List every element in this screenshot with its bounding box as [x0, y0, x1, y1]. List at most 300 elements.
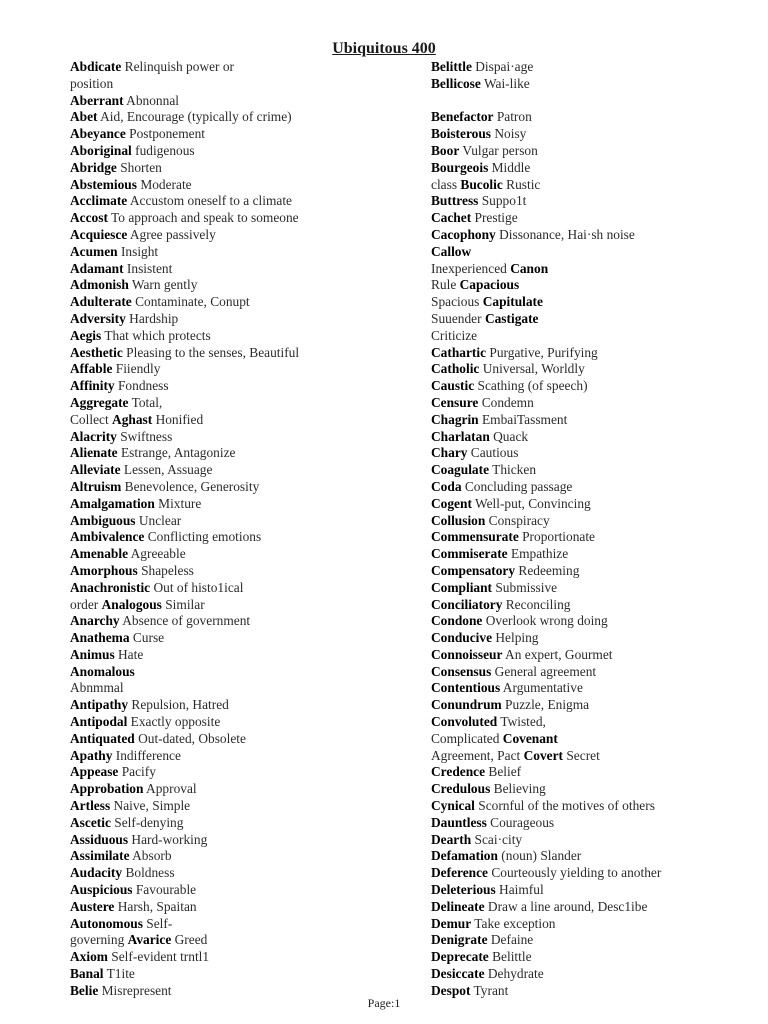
- glossary-definition: Belief: [485, 764, 522, 780]
- glossary-line: [70, 916, 370, 933]
- glossary-line: [70, 479, 370, 496]
- glossary-line: [70, 345, 370, 362]
- glossary-line: [431, 160, 731, 177]
- glossary-term: Adamant: [70, 260, 124, 276]
- glossary-line: [70, 664, 370, 681]
- glossary-definition: Fiiendly: [112, 361, 161, 377]
- glossary-term: Alienate: [70, 445, 118, 461]
- glossary-definition: Accustom oneself to a climate: [127, 193, 292, 209]
- glossary-definition: Submissive: [492, 579, 558, 595]
- glossary-line: [431, 697, 731, 714]
- glossary-line: [70, 597, 370, 614]
- glossary-definition: Aid, Encourage (typically of crime): [97, 109, 292, 125]
- glossary-term: Alleviate: [70, 462, 121, 478]
- glossary-line: [431, 815, 731, 832]
- glossary-definition: Fondness: [114, 378, 169, 394]
- glossary-definition: Total,: [128, 394, 163, 410]
- glossary-line: [70, 445, 370, 462]
- glossary-line: [431, 412, 731, 429]
- glossary-term: Contentious: [431, 680, 501, 696]
- glossary-line: [431, 126, 731, 143]
- glossary-definition: Proportionate: [518, 529, 596, 545]
- glossary-line: [70, 647, 370, 664]
- glossary-line: [431, 109, 731, 126]
- glossary-definition: governing: [70, 932, 128, 948]
- glossary-line: [431, 513, 731, 530]
- glossary-term: Assiduous: [70, 831, 129, 847]
- glossary-definition: Hard-working: [128, 831, 208, 847]
- glossary-term: Collusion: [431, 512, 486, 528]
- glossary-definition: General agreement: [491, 663, 597, 679]
- glossary-term: Chary: [431, 445, 468, 461]
- glossary-definition: Reconciling: [502, 596, 571, 612]
- glossary-line: [431, 143, 731, 160]
- glossary-term: Bourgeois: [431, 159, 489, 175]
- glossary-term: Altruism: [70, 478, 122, 494]
- glossary-line: [431, 546, 731, 563]
- glossary-definition: Benevolence, Generosity: [121, 478, 260, 494]
- glossary-line: [70, 261, 370, 278]
- glossary-line: [70, 731, 370, 748]
- glossary-term: Banal: [70, 966, 104, 982]
- glossary-term: Credulous: [431, 781, 491, 797]
- glossary-definition: Indifference: [112, 747, 181, 763]
- glossary-term: Deleterious: [431, 882, 496, 898]
- glossary-line: [70, 412, 370, 429]
- glossary-line: [70, 630, 370, 647]
- glossary-line: [431, 345, 731, 362]
- glossary-line: [70, 899, 370, 916]
- blank-line: [431, 93, 731, 110]
- glossary-term: Auspicious: [70, 882, 133, 898]
- glossary-line: [431, 563, 731, 580]
- glossary-term: Abdicate: [70, 59, 122, 74]
- glossary-term: Covert: [523, 747, 564, 763]
- glossary-line: [70, 93, 370, 110]
- glossary-term: Callow: [431, 243, 472, 259]
- glossary-term: Covenant: [502, 730, 558, 746]
- glossary-term: Abeyance: [70, 126, 126, 142]
- glossary-line: [70, 580, 370, 597]
- glossary-definition: Agreeable: [128, 546, 186, 562]
- glossary-definition: Scai·city: [471, 831, 523, 847]
- glossary-line: [70, 496, 370, 513]
- glossary-definition: An expert, Gourmet: [502, 646, 613, 662]
- glossary-term: Conducive: [431, 630, 493, 646]
- glossary-line: [70, 815, 370, 832]
- glossary-term: Coagulate: [431, 462, 490, 478]
- glossary-definition: Moderate: [136, 176, 192, 192]
- glossary-definition: Rustic: [502, 176, 541, 192]
- glossary-line: [431, 479, 731, 496]
- glossary-definition: Patron: [493, 109, 532, 125]
- glossary-term: Axiom: [70, 949, 108, 965]
- glossary-definition: Pleasing to the senses, Beautiful: [122, 344, 300, 360]
- glossary-line: [70, 193, 370, 210]
- glossary-definition: Self-denying: [110, 814, 184, 830]
- glossary-term: Anachronistic: [70, 579, 151, 595]
- glossary-line: [70, 143, 370, 160]
- glossary-term: Abstemious: [70, 176, 137, 192]
- glossary-line: [431, 277, 731, 294]
- glossary-term: Alacrity: [70, 428, 117, 444]
- glossary-line: [70, 714, 370, 731]
- glossary-term: Compliant: [431, 579, 493, 595]
- glossary-term: Delineate: [431, 898, 485, 914]
- glossary-definition: Greed: [171, 932, 208, 948]
- glossary-term: Commensurate: [431, 529, 519, 545]
- glossary-definition: Estrange, Antagonize: [117, 445, 236, 461]
- glossary-line: [70, 210, 370, 227]
- glossary-term: Dearth: [431, 831, 472, 847]
- page-number: Page:1: [367, 996, 401, 1010]
- glossary-term: Caustic: [431, 378, 475, 394]
- glossary-term: Deprecate: [431, 949, 489, 965]
- glossary-definition: Secret: [563, 747, 600, 763]
- glossary-definition: Thicken: [489, 462, 537, 478]
- glossary-definition: Curse: [129, 630, 165, 646]
- glossary-line: [431, 59, 731, 76]
- glossary-term: Antipodal: [70, 714, 128, 730]
- glossary-line: [431, 244, 731, 261]
- glossary-definition: Rule: [431, 277, 460, 293]
- glossary-definition: Shorten: [116, 159, 162, 175]
- glossary-line: [70, 848, 370, 865]
- glossary-term: Canon: [510, 260, 549, 276]
- glossary-line: [70, 311, 370, 328]
- glossary-term: Conciliatory: [431, 596, 503, 612]
- glossary-definition: position: [70, 75, 114, 91]
- glossary-definition: T1ite: [103, 966, 135, 982]
- glossary-term: Aboriginal: [70, 142, 132, 158]
- glossary-definition: Draw a line around, Desc1ibe: [484, 898, 648, 914]
- left-column: [70, 59, 370, 1000]
- glossary-line: [431, 832, 731, 849]
- glossary-term: Avarice: [127, 932, 172, 948]
- glossary-term: Adversity: [70, 310, 126, 326]
- glossary-line: [70, 395, 370, 412]
- glossary-term: Artless: [70, 798, 111, 814]
- glossary-line: [70, 513, 370, 530]
- glossary-line: [70, 697, 370, 714]
- glossary-term: Convoluted: [431, 714, 498, 730]
- glossary-term: Amalgamation: [70, 495, 155, 511]
- glossary-term: Compensatory: [431, 562, 516, 578]
- glossary-definition: Hardship: [125, 310, 179, 326]
- glossary-term: Admonish: [70, 277, 129, 293]
- glossary-term: Antiquated: [70, 730, 135, 746]
- glossary-term: Antipathy: [70, 697, 129, 713]
- glossary-line: [70, 882, 370, 899]
- glossary-definition: Dissonance, Hai·sh noise: [495, 226, 635, 242]
- glossary-term: Aegis: [70, 327, 102, 343]
- glossary-term: Conundrum: [431, 697, 502, 713]
- glossary-term: Bucolic: [460, 176, 503, 192]
- glossary-term: Assimilate: [70, 848, 130, 864]
- glossary-term: Dauntless: [431, 814, 487, 830]
- glossary-term: Charlatan: [431, 428, 490, 444]
- glossary-definition: Condemn: [478, 394, 534, 410]
- glossary-definition: Scathing (of speech): [474, 378, 588, 394]
- glossary-definition: Belittle: [488, 949, 532, 965]
- glossary-term: Amenable: [70, 546, 129, 562]
- glossary-definition: Absence of government: [119, 613, 251, 629]
- glossary-term: Abridge: [70, 159, 117, 175]
- glossary-definition: To approach and speak to someone: [107, 210, 299, 226]
- glossary-line: [70, 76, 370, 93]
- glossary-term: Austere: [70, 898, 115, 914]
- glossary-term: Condone: [431, 613, 483, 629]
- glossary-term: Capacious: [459, 277, 520, 293]
- glossary-definition: Agreement, Pact: [431, 747, 524, 763]
- glossary-term: Animus: [70, 646, 115, 662]
- glossary-definition: Noisy: [491, 126, 527, 142]
- glossary-definition: Lessen, Assuage: [120, 462, 213, 478]
- glossary-term: Analogous: [101, 596, 162, 612]
- glossary-definition: Dispai·age: [471, 59, 534, 74]
- glossary-line: [431, 714, 731, 731]
- glossary-definition: Conspiracy: [485, 512, 550, 528]
- glossary-definition: Argumentative: [500, 680, 583, 696]
- glossary-definition: Empathize: [507, 546, 569, 562]
- glossary-definition: Collect: [70, 411, 113, 427]
- glossary-definition: Dehydrate: [484, 966, 544, 982]
- glossary-definition: Purgative, Purifying: [486, 344, 598, 360]
- glossary-line: [70, 764, 370, 781]
- glossary-definition: Out-dated, Obsolete: [134, 730, 246, 746]
- glossary-line: [431, 227, 731, 244]
- glossary-line: [431, 580, 731, 597]
- glossary-definition: order: [70, 596, 102, 612]
- glossary-definition: Abnonnal: [123, 92, 179, 108]
- glossary-definition: Inexperienced: [431, 260, 511, 276]
- glossary-term: Deference: [431, 865, 488, 881]
- glossary-term: Audacity: [70, 865, 123, 881]
- glossary-term: Adulterate: [70, 294, 132, 310]
- glossary-term: Bellicose: [431, 75, 481, 91]
- glossary-term: Boisterous: [431, 126, 492, 142]
- glossary-definition: Boldness: [122, 865, 175, 881]
- glossary-term: Aberrant: [70, 92, 124, 108]
- glossary-term: Acumen: [70, 243, 118, 259]
- glossary-definition: Helping: [492, 630, 539, 646]
- glossary-definition: Hate: [114, 646, 144, 662]
- glossary-line: [431, 462, 731, 479]
- glossary-term: Appease: [70, 764, 119, 780]
- glossary-line: [70, 328, 370, 345]
- glossary-definition: Defaine: [487, 932, 534, 948]
- glossary-line: [70, 429, 370, 446]
- glossary-line: [70, 378, 370, 395]
- glossary-term: Ambivalence: [70, 529, 145, 545]
- glossary-definition: Twisted,: [497, 714, 546, 730]
- glossary-term: Cogent: [431, 495, 472, 511]
- glossary-term: Cathartic: [431, 344, 487, 360]
- glossary-line: [70, 546, 370, 563]
- right-column: [431, 59, 731, 1000]
- glossary-term: Cynical: [431, 798, 475, 814]
- glossary-line: [70, 126, 370, 143]
- glossary-line: [431, 932, 731, 949]
- glossary-definition: Haimful: [495, 882, 544, 898]
- glossary-definition: Shapeless: [137, 562, 194, 578]
- glossary-definition: That which protects: [101, 327, 211, 343]
- glossary-definition: Insight: [117, 243, 159, 259]
- glossary-line: [431, 748, 731, 765]
- glossary-definition: Redeeming: [515, 562, 580, 578]
- glossary-line: [70, 798, 370, 815]
- glossary-line: [70, 832, 370, 849]
- glossary-term: Approbation: [70, 781, 144, 797]
- glossary-definition: Puzzle, Enigma: [501, 697, 590, 713]
- glossary-line: [431, 328, 731, 345]
- glossary-term: Castigate: [484, 310, 539, 326]
- glossary-term: Catholic: [431, 361, 480, 377]
- glossary-line: [70, 109, 370, 126]
- glossary-definition: Approval: [143, 781, 197, 797]
- glossary-term: Benefactor: [431, 109, 494, 125]
- glossary-definition: Courageous: [486, 814, 555, 830]
- glossary-definition: Abnmmal: [70, 680, 124, 696]
- glossary-definition: Honified: [152, 411, 204, 427]
- glossary-line: [431, 597, 731, 614]
- glossary-definition: Believing: [490, 781, 546, 797]
- glossary-term: Aggregate: [70, 394, 129, 410]
- glossary-line: [70, 865, 370, 882]
- glossary-line: [431, 848, 731, 865]
- glossary-term: Credence: [431, 764, 486, 780]
- glossary-definition: fudigenous: [131, 142, 195, 158]
- glossary-line: [431, 664, 731, 681]
- glossary-term: Cachet: [431, 210, 472, 226]
- glossary-term: Connoisseur: [431, 646, 503, 662]
- glossary-term: Demur: [431, 915, 472, 931]
- glossary-term: Apathy: [70, 747, 113, 763]
- glossary-term: Belie: [70, 982, 99, 998]
- glossary-definition: Spacious: [431, 294, 483, 310]
- glossary-term: Boor: [431, 142, 460, 158]
- glossary-line: [431, 949, 731, 966]
- glossary-line: [431, 445, 731, 462]
- glossary-term: Desiccate: [431, 966, 485, 982]
- glossary-definition: Concluding passage: [461, 478, 573, 494]
- glossary-term: Abet: [70, 109, 98, 125]
- glossary-line: [70, 59, 370, 76]
- glossary-line: [70, 160, 370, 177]
- glossary-term: Anarchy: [70, 613, 120, 629]
- glossary-term: Acquiesce: [70, 226, 128, 242]
- glossary-line: [70, 680, 370, 697]
- glossary-definition: Quack: [489, 428, 529, 444]
- glossary-line: [70, 949, 370, 966]
- glossary-definition: Suppo1t: [478, 193, 527, 209]
- glossary-line: [431, 193, 731, 210]
- glossary-line: [431, 798, 731, 815]
- glossary-term: Affinity: [70, 378, 115, 394]
- glossary-definition: Vulgar person: [459, 142, 538, 158]
- glossary-term: Affable: [70, 361, 113, 377]
- glossary-definition: Mixture: [154, 495, 202, 511]
- glossary-definition: Courteously yielding to another: [488, 865, 662, 881]
- glossary-definition: Wai-like: [480, 75, 530, 91]
- glossary-definition: Repulsion, Hatred: [128, 697, 229, 713]
- glossary-line: [70, 244, 370, 261]
- glossary-term: Cacophony: [431, 226, 496, 242]
- glossary-line: [70, 613, 370, 630]
- glossary-definition: Harsh, Spaitan: [114, 898, 197, 914]
- glossary-definition: Overlook wrong doing: [482, 613, 608, 629]
- glossary-line: [431, 177, 731, 194]
- glossary-line: [431, 731, 731, 748]
- glossary-line: [70, 227, 370, 244]
- glossary-definition: Criticize: [431, 327, 478, 343]
- glossary-definition: Complicated: [431, 730, 503, 746]
- glossary-definition: class: [431, 176, 461, 192]
- glossary-term: Belittle: [431, 59, 472, 74]
- glossary-term: Coda: [431, 478, 462, 494]
- glossary-term: Accost: [70, 210, 108, 226]
- page-title: Ubiquitous 400: [332, 40, 436, 57]
- glossary-line: [70, 361, 370, 378]
- glossary-line: [431, 76, 731, 93]
- glossary-line: [431, 613, 731, 630]
- glossary-line: [70, 294, 370, 311]
- glossary-line: [70, 781, 370, 798]
- glossary-line: [431, 429, 731, 446]
- glossary-term: Amorphous: [70, 562, 138, 578]
- glossary-line: [431, 311, 731, 328]
- glossary-line: [431, 916, 731, 933]
- glossary-definition: (noun) Slander: [497, 848, 582, 864]
- glossary-line: [431, 899, 731, 916]
- glossary-line: [431, 378, 731, 395]
- glossary-line: [431, 496, 731, 513]
- glossary-term: Censure: [431, 394, 479, 410]
- glossary-line: [431, 361, 731, 378]
- glossary-definition: Tyrant: [470, 982, 509, 998]
- glossary-definition: Conflicting emotions: [144, 529, 262, 545]
- glossary-line: [431, 865, 731, 882]
- glossary-line: [431, 764, 731, 781]
- glossary-term: Aesthetic: [70, 344, 123, 360]
- glossary-definition: Agree passively: [127, 226, 216, 242]
- glossary-definition: Out of histo1ical: [150, 579, 244, 595]
- glossary-line: [70, 563, 370, 580]
- glossary-line: [70, 966, 370, 983]
- glossary-line: [431, 966, 731, 983]
- glossary-term: Acclimate: [70, 193, 128, 209]
- glossary-term: Denigrate: [431, 932, 488, 948]
- glossary-term: Defamation: [431, 848, 498, 864]
- glossary-definition: Exactly opposite: [127, 714, 221, 730]
- glossary-term: Commiserate: [431, 546, 508, 562]
- glossary-definition: Naive, Simple: [110, 798, 191, 814]
- glossary-definition: Contaminate, Conupt: [131, 294, 250, 310]
- glossary-line: [70, 748, 370, 765]
- glossary-definition: Universal, Worldly: [479, 361, 585, 377]
- glossary-line: [70, 462, 370, 479]
- glossary-definition: Misrepresent: [98, 982, 172, 998]
- glossary-term: Ascetic: [70, 814, 111, 830]
- glossary-definition: Take exception: [471, 915, 556, 931]
- glossary-term: Buttress: [431, 193, 479, 209]
- glossary-definition: Absorb: [129, 848, 172, 864]
- glossary-line: [431, 647, 731, 664]
- glossary-line: [70, 529, 370, 546]
- glossary-term: Anathema: [70, 630, 130, 646]
- glossary-term: Anomalous: [70, 663, 135, 679]
- glossary-line: [431, 630, 731, 647]
